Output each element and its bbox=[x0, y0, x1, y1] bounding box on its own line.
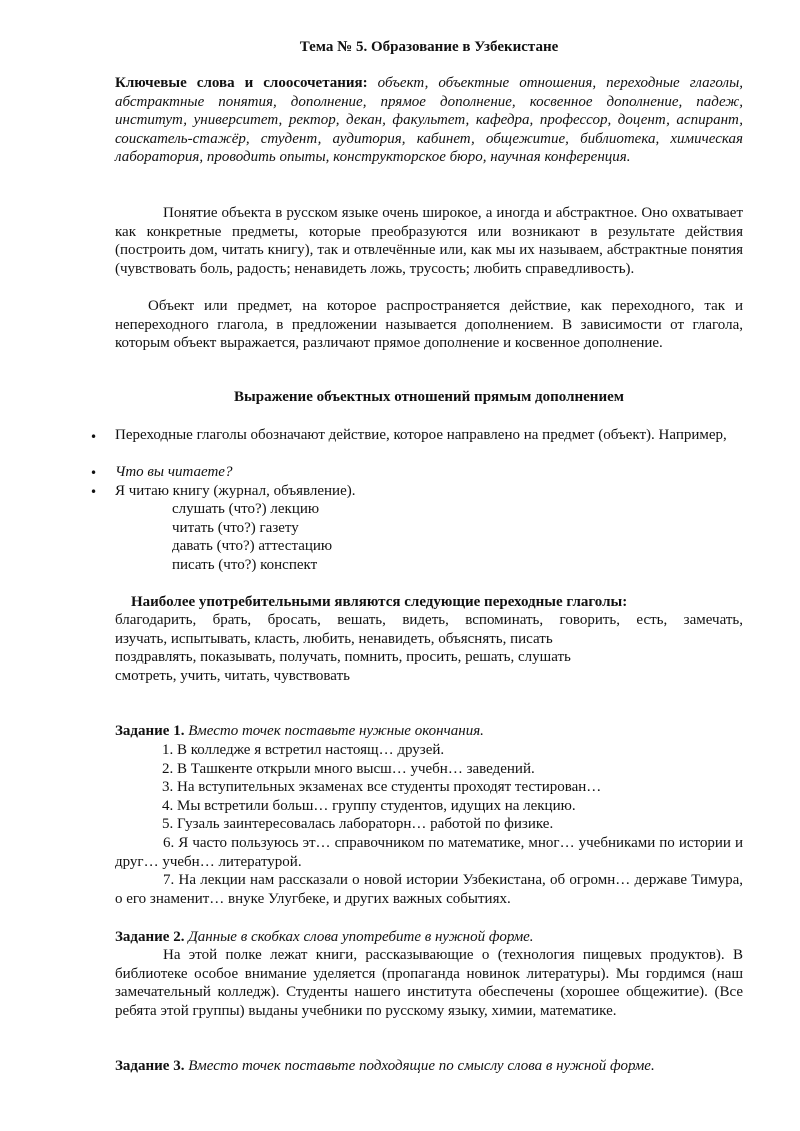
task3-heading bbox=[115, 1057, 743, 1076]
verbs-line: смотреть, учить, читать, чувствовать bbox=[115, 667, 350, 684]
task1-items bbox=[115, 741, 743, 908]
verbs-heading: Наиболее употребительными являются следующие переходные глаголы: bbox=[131, 594, 628, 610]
task1-instruction: Вместо точек поставьте нужные окончания. bbox=[184, 723, 484, 739]
verbs-line: благодарить, брать, бросать, вешать, видеть, вспоминать, говорить, есть, замечать, bbox=[115, 612, 743, 628]
task1-item: 3. На вступительных экзаменах все студенты проходят тестирован… bbox=[162, 779, 602, 796]
bullet-icon: • bbox=[90, 466, 98, 480]
example-item: читать (что?) газету bbox=[172, 519, 299, 536]
task1-item: 6. Я часто пользуюсь эт… справочником по математике, мног… учебниками по истории и друг… учебн… литературой. bbox=[115, 834, 743, 870]
task1-item: 7. На лекции нам рассказали о новой истории Узбекистана, об огромн… державе Тимура, о его знаменит… внуке Улугбеке, и других важных событиях. bbox=[115, 872, 743, 907]
verbs-line: изучать, испытывать, класть, любить, ненавидеть, объяснять, писать bbox=[115, 630, 553, 647]
intro-paragraph-1: Понятие объекта в русском языке очень широкое, а иногда и абстрактное. Оно охватывает как конкретные предметы, которые преобразуются или возникают в результате действия (построить дом, читать книгу), так и отвлечённые или, как мы их называем, абстрактные понятия (чувствовать боль, радость; ненавидеть ложь, трусость; любить справедливость). bbox=[115, 205, 743, 277]
task1-item: 5. Гузаль заинтересовалась лабораторн… работой по физике. bbox=[162, 816, 554, 833]
task1-heading bbox=[115, 722, 743, 741]
task1-item: 2. В Ташкенте открыли много высш… учебн… заведений. bbox=[162, 760, 535, 777]
bullet-icon: • bbox=[90, 485, 98, 499]
bullet-item-transitive: Переходные глаголы обозначают действие, которое направлено на предмет (объект). Например, bbox=[115, 427, 727, 443]
keywords-label: Ключевые слова и слоосочетания: bbox=[115, 75, 368, 91]
example-item: писать (что?) конспект bbox=[172, 556, 318, 573]
bullet-icon: • bbox=[90, 430, 98, 444]
task3-instruction: Вместо точек поставьте подходящие по смыслу слова в нужной форме. bbox=[184, 1058, 655, 1074]
section-heading: Выражение объектных отношений прямым дополнением bbox=[234, 389, 624, 405]
task2-text: На этой полке лежат книги, рассказывающие о (технология пищевых продуктов). В библиотеке особое внимание уделяется (пропаганда новинок литературы). Мы гордимся (наш замечательный колледж). Студенты нашего института обеспечены (хорошее общежитие). (Все ребята этой группы) выданы учебники по русскому языку, химии, математике. bbox=[115, 947, 743, 1019]
task3-label: Задание 3. bbox=[115, 1058, 185, 1074]
task1-item: 4. Мы встретили больш… группу студентов, идущих на лекцию. bbox=[162, 797, 576, 814]
examples-list bbox=[172, 500, 572, 574]
example-item: слушать (что?) лекцию bbox=[172, 501, 320, 517]
bullet-item-question: Что вы читаете? bbox=[115, 464, 233, 480]
task2-instruction: Данные в скобках слова употребите в нужной форме. bbox=[184, 929, 534, 945]
verbs-line: поздравлять, показывать, получать, помнить, просить, решать, слушать bbox=[115, 649, 571, 666]
task2-label: Задание 2. bbox=[115, 929, 185, 945]
task1-label: Задание 1. bbox=[115, 723, 185, 739]
task1-item: 1. В колледже я встретил настоящ… друзей. bbox=[162, 742, 445, 758]
keywords-list: объект, объектные отношения, переходные глаголы, абстрактные понятия, дополнение, прямое дополнение, косвенное дополнение, падеж, институт, университет, ректор, декан, факультет, кафедра, профессор, доцент, аспирант, соискатель-стажёр, студент, аудитория, кабинет, общежитие, библиотека, химическая лаборатория, проводить опыты, конструкторское бюро, научная конференция. bbox=[115, 75, 743, 166]
page-title: Тема № 5. Образование в Узбекистане bbox=[299, 39, 559, 55]
task2-heading bbox=[115, 928, 743, 947]
example-item: давать (что?) аттестацию bbox=[172, 538, 333, 555]
bullet-item-answer: Я читаю книгу (журнал, объявление). bbox=[115, 483, 356, 499]
intro-paragraph-2: Объект или предмет, на которое распространяется действие, как переходного, так и непереходного глагола, в предложении называется дополнением. В зависимости от глагола, которым объект выражается, различают прямое дополнение и косвенное дополнение. bbox=[115, 298, 743, 352]
verbs-list bbox=[115, 611, 743, 685]
keywords-paragraph bbox=[115, 74, 743, 167]
